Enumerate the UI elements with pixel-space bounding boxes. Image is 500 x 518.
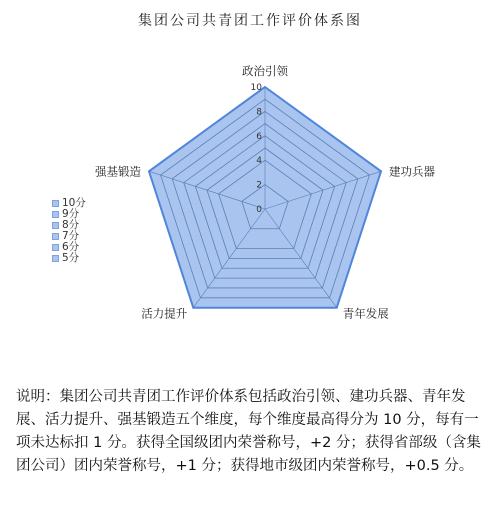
legend-item [52, 253, 86, 264]
legend-label: 10分 [62, 197, 86, 209]
axis-label: 强基锻造 [94, 164, 141, 179]
r-tick-label: 10 [250, 83, 262, 93]
legend-label: 7分 [62, 230, 80, 242]
legend-label: 6分 [62, 241, 80, 253]
axis-label: 活力提升 [141, 306, 188, 321]
legend-label: 9分 [62, 208, 80, 220]
legend-swatch [52, 211, 59, 218]
axis-label: 建功兵器 [389, 164, 436, 179]
chart-legend [52, 198, 86, 264]
legend-swatch [52, 244, 59, 251]
legend-swatch [52, 222, 59, 229]
r-tick-label: 6 [256, 131, 262, 142]
legend-label: 8分 [62, 219, 80, 231]
r-tick-label: 2 [256, 180, 262, 191]
legend-swatch [52, 255, 59, 262]
r-tick-label: 0 [256, 205, 262, 215]
legend-swatch [52, 200, 59, 207]
legend-label: 5分 [62, 252, 80, 264]
legend-swatch [52, 233, 59, 240]
axis-label: 政治引领 [242, 64, 288, 78]
r-tick-label: 8 [256, 107, 262, 118]
chart-description: 说明：集团公司共青团工作评价体系包括政治引领、建功兵器、青年发展、活力提升、强基锻造五个维度，每个维度最高得分为 10 分，每有一项未达标扣 1 分。获得全国级团内荣誉称号，+2 分；获得省部级（含集团公司）团内荣誉称号，+1 分；获得地市级团内荣誉称号，+0.5 分。 [16, 389, 481, 474]
r-tick-label: 4 [256, 156, 262, 167]
chart-title: 集团公司共青团工作评价体系图 [138, 13, 362, 29]
axis-label: 青年发展 [342, 306, 389, 321]
